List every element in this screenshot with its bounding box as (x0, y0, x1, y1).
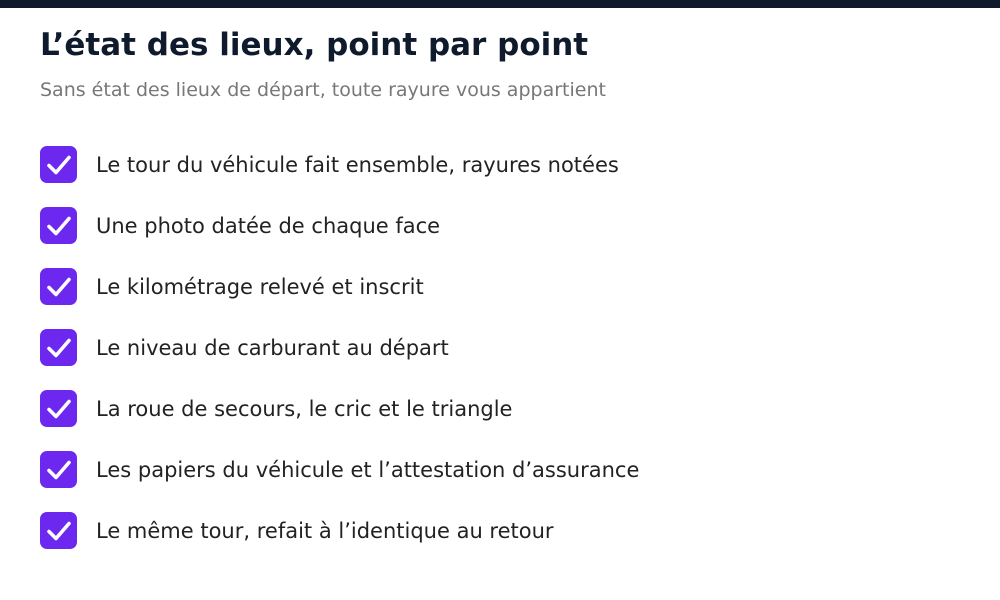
check-icon (46, 398, 72, 420)
checkbox[interactable] (40, 451, 77, 488)
check-icon (46, 337, 72, 359)
checklist-item (40, 268, 960, 305)
check-icon (46, 154, 72, 176)
checklist-item (40, 512, 960, 549)
checklist-item (40, 146, 960, 183)
checklist-item (40, 329, 960, 366)
page-title: L’état des lieux, point par point (40, 27, 589, 63)
checklist-item (40, 390, 960, 427)
checklist-item-label: Une photo datée de chaque face (96, 213, 441, 238)
checklist (40, 146, 960, 549)
checkbox[interactable] (40, 146, 77, 183)
checklist-item-label: Le kilométrage relevé et inscrit (96, 274, 424, 299)
checklist-page (40, 26, 960, 573)
check-icon (46, 215, 72, 237)
checkbox[interactable] (40, 390, 77, 427)
check-icon (46, 520, 72, 542)
checklist-item (40, 207, 960, 244)
checklist-item-label: Le niveau de carburant au départ (96, 335, 449, 360)
checkbox[interactable] (40, 512, 77, 549)
checklist-item-label: Le même tour, refait à l’identique au retour (96, 518, 554, 543)
checkbox[interactable] (40, 329, 77, 366)
page-subtitle: Sans état des lieux de départ, toute rayure vous appartient (40, 79, 606, 101)
checklist-item (40, 451, 960, 488)
check-icon (46, 459, 72, 481)
checklist-item-label: La roue de secours, le cric et le triangle (96, 396, 513, 421)
checkbox[interactable] (40, 207, 77, 244)
checkbox[interactable] (40, 268, 77, 305)
checklist-item-label: Le tour du véhicule fait ensemble, rayures notées (96, 152, 619, 177)
top-bar (0, 0, 1000, 8)
checklist-item-label: Les papiers du véhicule et l’attestation d’assurance (96, 457, 640, 482)
check-icon (46, 276, 72, 298)
